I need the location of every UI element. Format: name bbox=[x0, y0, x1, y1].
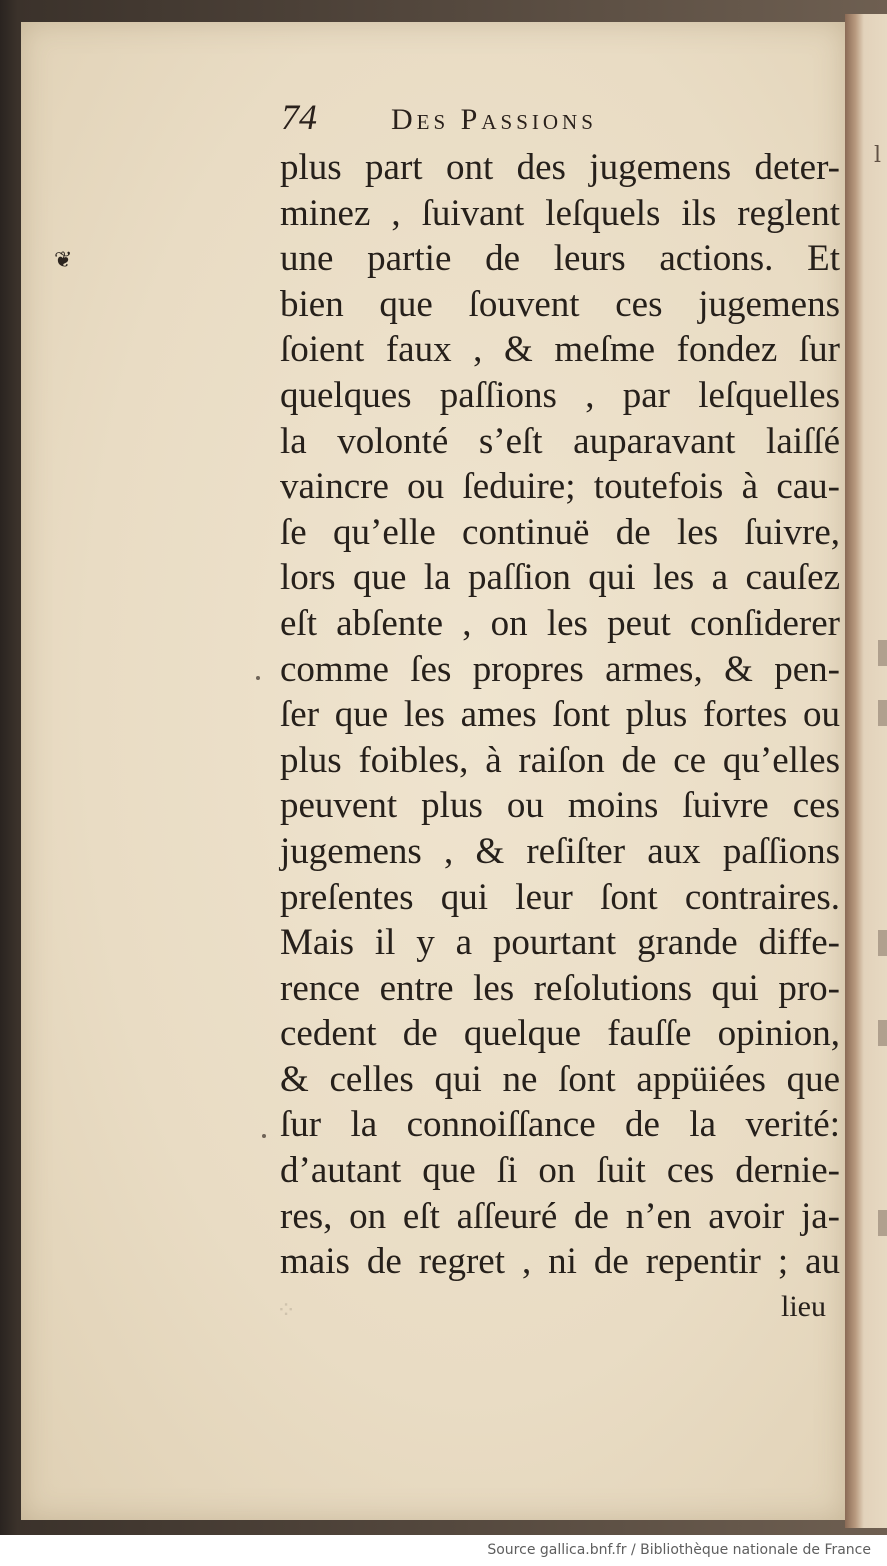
text-line: res, on eſt aſſeuré de n’en avoir ja- bbox=[280, 1195, 840, 1237]
text-line: jugemens , & reſiſter aux paſſions bbox=[280, 830, 840, 872]
text-line: mais de regret , ni de repentir ; au bbox=[280, 1241, 840, 1283]
text-line: ſe qu’elle continuë de les ſuivre, bbox=[280, 511, 840, 553]
facing-page-mark bbox=[878, 1020, 887, 1046]
text-line: minez , ſuivant leſquels ils reglent bbox=[280, 192, 840, 234]
text-line: une partie de leurs actions. Et bbox=[280, 238, 840, 280]
facing-page-mark bbox=[878, 700, 887, 726]
text-line: quelques paſſions , par leſquelles bbox=[280, 374, 840, 416]
text-line: lors que la paſſion qui les a cauſez bbox=[280, 557, 840, 599]
text-line: eſt abſente , on les peut conſiderer bbox=[280, 602, 840, 644]
text-line: vaincre ou ſeduire; toutefois à cau- bbox=[280, 466, 840, 508]
text-line: cedent de quelque fauſſe opinion, bbox=[280, 1013, 840, 1055]
text-line: plus part ont des jugemens deter- bbox=[280, 147, 840, 188]
body-text bbox=[280, 145, 840, 1285]
ink-speck bbox=[256, 676, 260, 680]
text-line: rence entre les reſolutions qui pro- bbox=[280, 967, 840, 1009]
text-line: Mais il y a pourtant grande diffe- bbox=[280, 922, 840, 964]
running-head bbox=[281, 96, 597, 140]
text-line: preſentes qui leur ſont contraires. bbox=[280, 876, 840, 918]
text-line: la volonté s’eſt auparavant laiſſé bbox=[280, 420, 840, 462]
text-line: & celles qui ne ſont appüiées que bbox=[280, 1058, 840, 1100]
margin-ornament-icon: ❦ bbox=[54, 248, 73, 273]
text-line: ſoient faux , & meſme fondez ſur bbox=[280, 329, 840, 371]
facing-page-mark bbox=[878, 930, 887, 956]
catchword: lieu bbox=[781, 1290, 826, 1323]
ink-speck bbox=[262, 1134, 266, 1138]
show-through-bleed: ⁘ bbox=[276, 1298, 299, 1324]
facing-page-mark bbox=[878, 640, 887, 666]
running-title: Des Passions bbox=[391, 103, 597, 136]
text-line: ſer que les ames ſont plus fortes ou bbox=[280, 694, 840, 736]
facing-page-text-fragment: l bbox=[874, 145, 882, 168]
text-line: ſur la connoiſſance de la verité: bbox=[280, 1104, 840, 1146]
text-line: peuvent plus ou moins ſuivre ces bbox=[280, 785, 840, 827]
source-credit: Source gallica.bnf.fr / Bibliothèque nationale de France bbox=[487, 1542, 871, 1558]
page-number: 74 bbox=[281, 97, 317, 137]
facing-page-mark bbox=[878, 1210, 887, 1236]
text-line: d’autant que ſi on ſuit ces dernie- bbox=[280, 1150, 840, 1192]
facing-page-edge bbox=[845, 14, 887, 1528]
text-line: plus foibles, à raiſon de ce qu’elles bbox=[280, 739, 840, 781]
text-line: bien que ſouvent ces jugemens bbox=[280, 283, 840, 325]
text-line: comme ſes propres armes, & pen- bbox=[280, 648, 840, 690]
